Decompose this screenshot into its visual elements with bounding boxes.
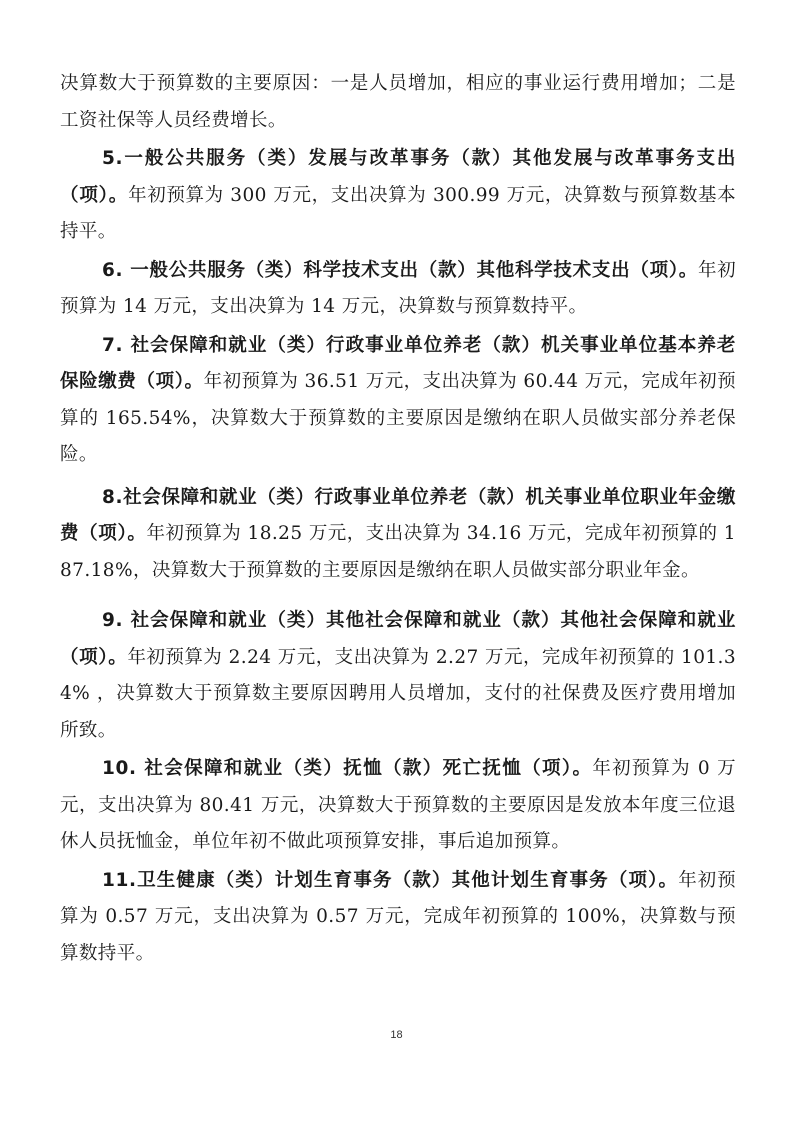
document-body — [60, 66, 736, 972]
paragraph-item-5 — [60, 141, 736, 251]
paragraph-item-9 — [60, 603, 736, 749]
paragraph-text: 年初预算为 18.25 万元，支出决算为 34.16 万元，完成年初预算的 187.18%，决算数大于预算数的主要原因是缴纳在职人员做实部分职业年金。 — [60, 523, 736, 581]
paragraph-text: 年初预算为 0.57 万元，支出决算为 0.57 万元，完成年初预算的 100%，决算数与预算数持平。 — [60, 869, 737, 964]
paragraph-text: 年初预算为 14 万元，支出决算为 14 万元，决算数与预算数持平。 — [60, 259, 736, 317]
paragraph-heading: 10. 社会保障和就业（类）抚恤（款）死亡抚恤（项）。 — [102, 758, 593, 779]
paragraph-item-7 — [60, 328, 736, 474]
paragraph-text: 年初预算为 300 万元，支出决算为 300.99 万元，决算数与预算数基本持平。 — [60, 184, 736, 242]
paragraph-heading: 7. 社会保障和就业（类）行政事业单位养老（款）机关事业单位基本养老保险缴费（项）。 — [60, 334, 736, 392]
paragraph-heading: 9. 社会保障和就业（类）其他社会保障和就业（款）其他社会保障和就业（项）。 — [60, 610, 736, 668]
paragraph-text: 年初预算为 0 万元，支出决算为 80.41 万元，决算数大于预算数的主要原因是发放本年度三位退休人员抚恤金，单位年初不做此项预算安排，事后追加预算。 — [60, 758, 736, 852]
paragraph-heading: 6. 一般公共服务（类）科学技术支出（款）其他科学技术支出（项）。 — [102, 259, 699, 281]
paragraph-text: 决算数大于预算数的主要原因：一是人员增加，相应的事业运行费用增加；二是工资社保等人员经费增长。 — [60, 73, 736, 131]
paragraph-item-6 — [60, 253, 736, 326]
paragraph-text: 年初预算为 2.24 万元，支出决算为 2.27 万元，完成年初预算的 101.34% ，决算数大于预算数主要原因聘用人员增加，支付的社保费及医疗费用增加所致。 — [60, 646, 737, 741]
paragraph-heading: 5.一般公共服务（类）发展与改革事务（款）其他发展与改革事务支出（项）。 — [60, 148, 736, 206]
paragraph-heading: 11.卫生健康（类）计划生育事务（款）其他计划生育事务（项）。 — [102, 869, 679, 891]
paragraph-item-11 — [60, 863, 736, 973]
paragraph-item-8 — [60, 480, 736, 590]
paragraph-heading: 8.社会保障和就业（类）行政事业单位养老（款）机关事业单位职业年金缴费（项）。 — [60, 486, 736, 544]
page-number: 18 — [390, 1029, 403, 1041]
paragraph-text: 年初预算为 36.51 万元，支出决算为 60.44 万元，完成年初预算的 165.54%，决算数大于预算数的主要原因是缴纳在职人员做实部分养老保险。 — [60, 371, 736, 465]
paragraph-item-10 — [60, 751, 736, 861]
paragraph-continuation — [60, 66, 736, 139]
